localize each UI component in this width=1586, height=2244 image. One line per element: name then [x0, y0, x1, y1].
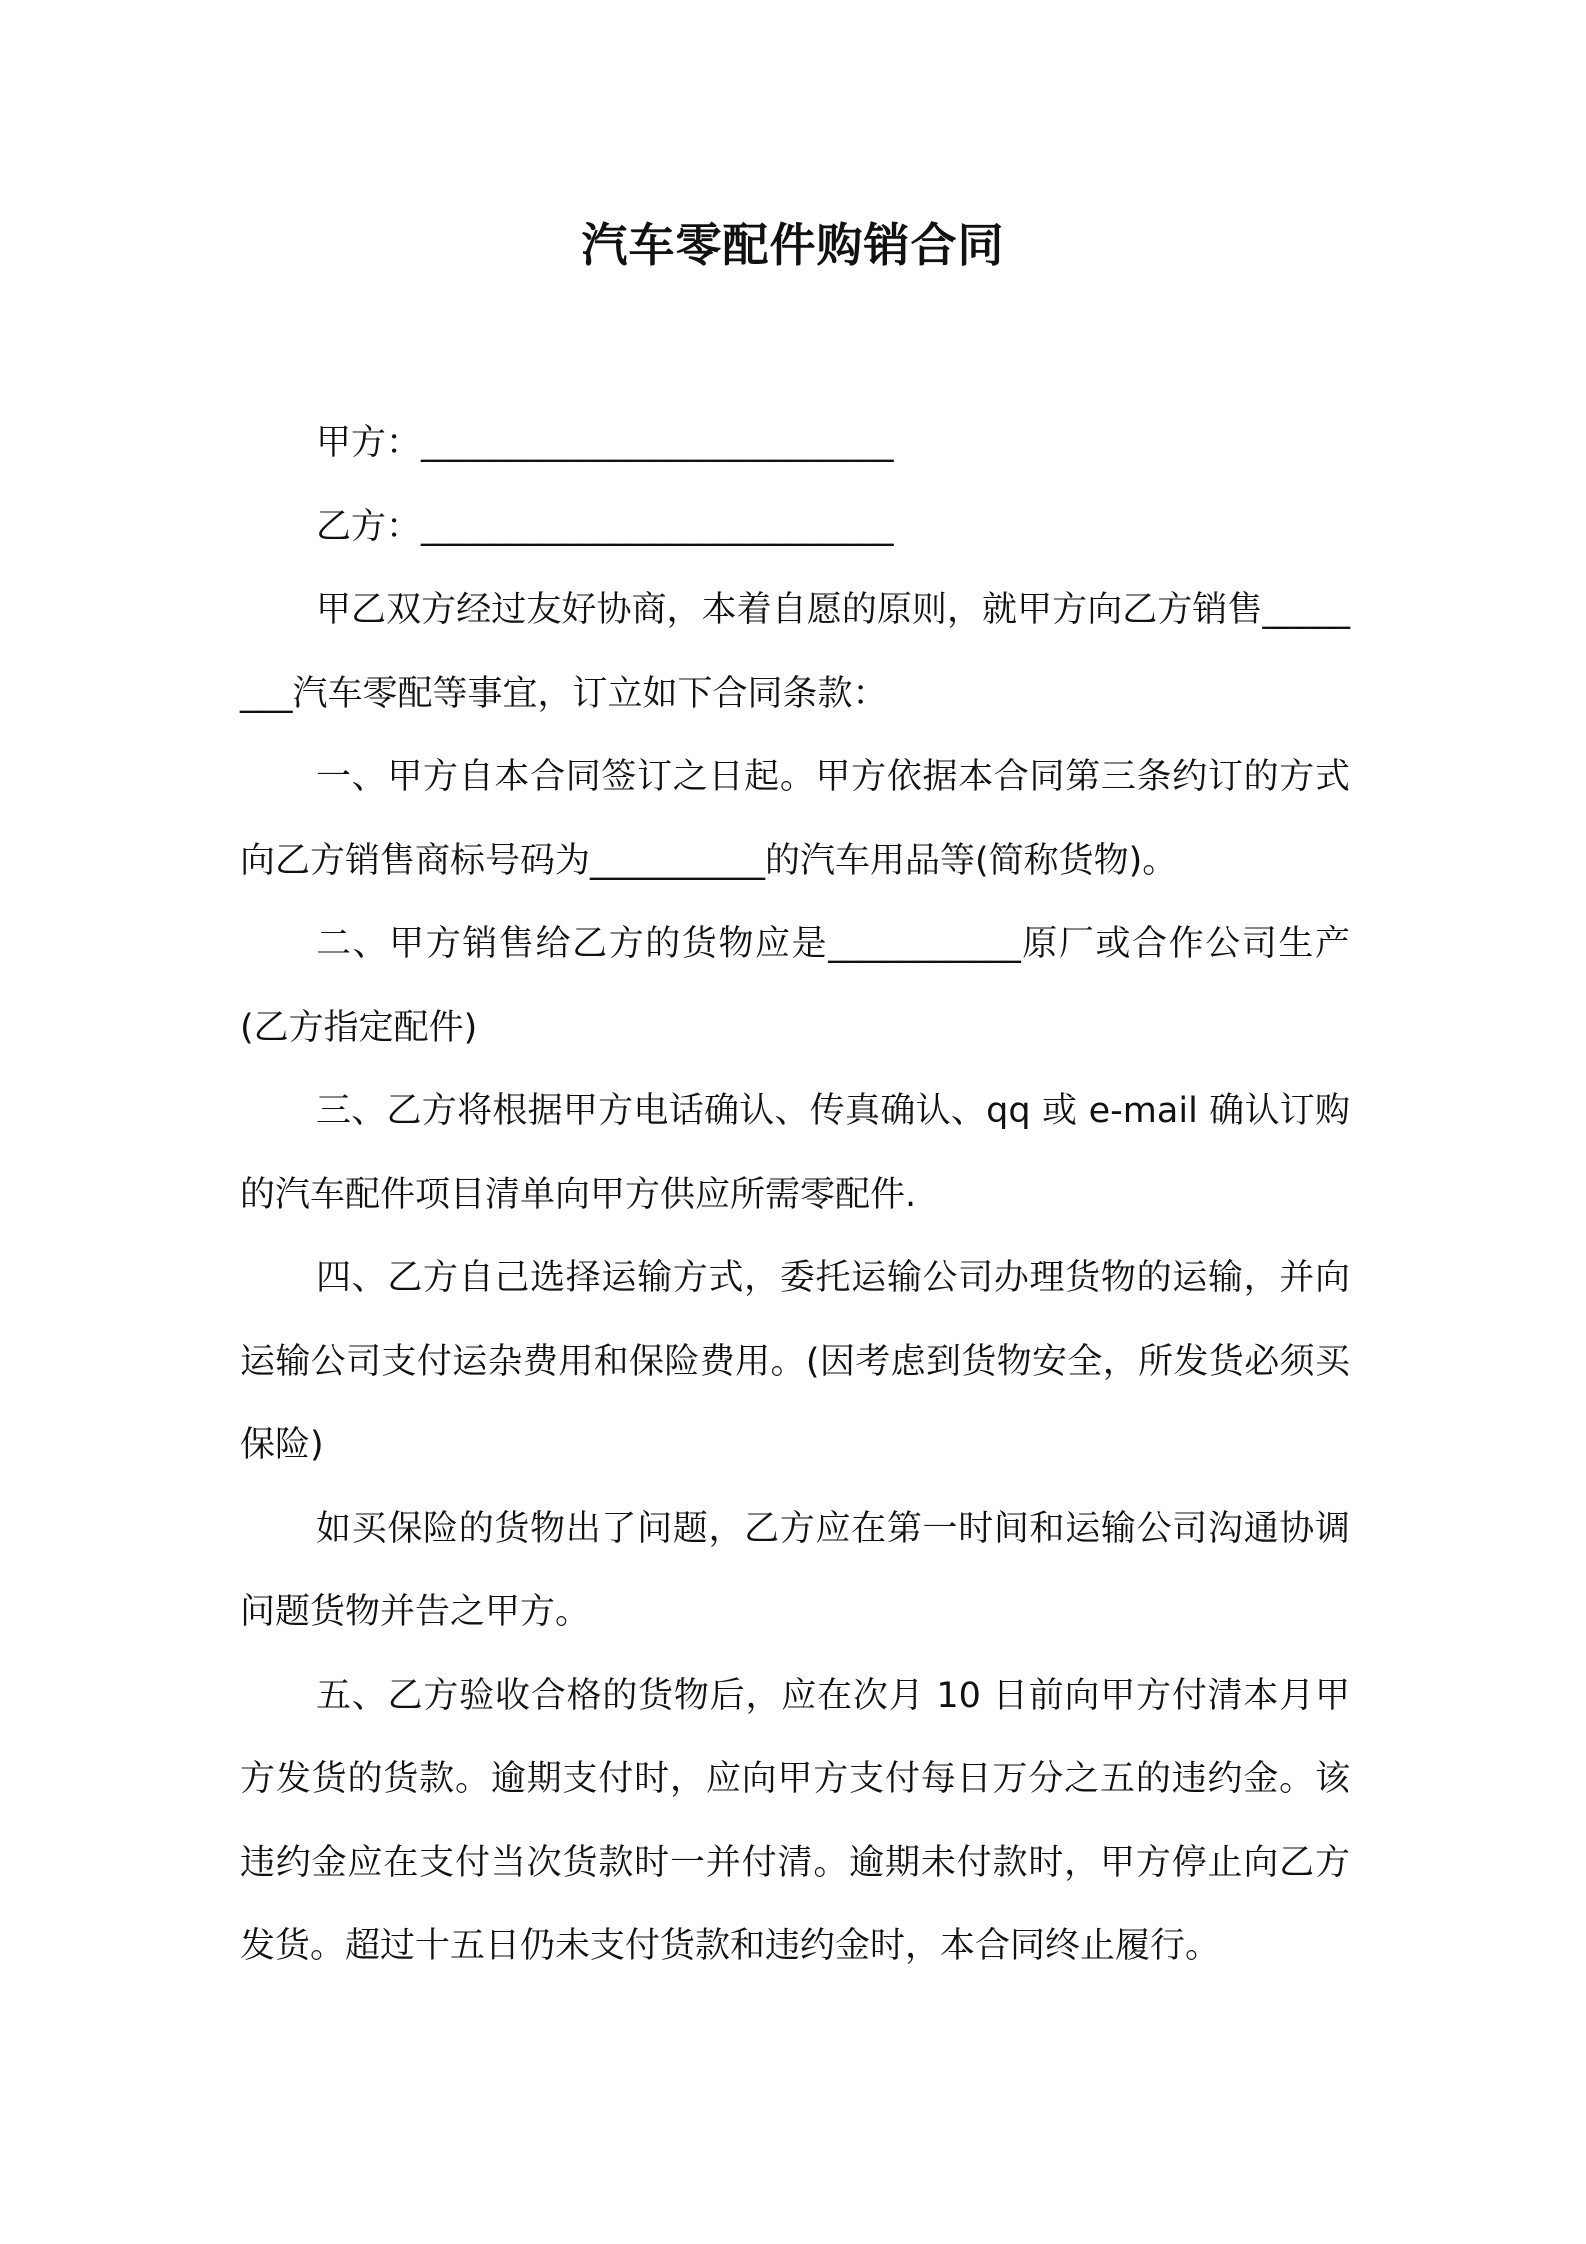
party-b-line: 乙方：___________________________: [316, 506, 894, 547]
clause-4-note-paragraph: 如买保险的货物出了问题，乙方应在第一时间和运输公司沟通协调问题货物并告之甲方。: [240, 1508, 1350, 1632]
clause-4-paragraph: 四、乙方自己选择运输方式，委托运输公司办理货物的运输，并向运输公司支付运杂费用和保险费用。(因考虑到货物安全，所发货必须买保险): [240, 1258, 1350, 1465]
clause-1-paragraph: 一、甲方自本合同签订之日起。甲方依据本合同第三条约订的方式向乙方销售商标号码为__________的汽车用品等(简称货物)。: [240, 757, 1350, 881]
document-title: 汽车零配件购销合同: [581, 218, 1005, 272]
clause-5-paragraph: 五、乙方验收合格的货物后，应在次月 10 日前向甲方付清本月甲方发货的货款。逾期支付时，应向甲方支付每日万分之五的违约金。该违约金应在支付当次货款时一并付清。逾期未付款时，甲方停止向乙方发货。超过十五日仍未支付货款和违约金时，本合同终止履行。: [240, 1675, 1350, 1966]
party-a-line: 甲方：___________________________: [316, 423, 894, 463]
document-body: [240, 402, 1350, 1989]
preamble-paragraph: 甲乙双方经过友好协商，本着自愿的原则，就甲方向乙方销售________汽车零配等事宜，订立如下合同条款：: [240, 590, 1350, 714]
clause-2-paragraph: 二、甲方销售给乙方的货物应是___________原厂或合作公司生产(乙方指定配件): [240, 924, 1350, 1048]
clause-3-paragraph: 三、乙方将根据甲方电话确认、传真确认、qq 或 e-mail 确认订购的汽车配件项目清单向甲方供应所需零配件.: [240, 1091, 1350, 1215]
